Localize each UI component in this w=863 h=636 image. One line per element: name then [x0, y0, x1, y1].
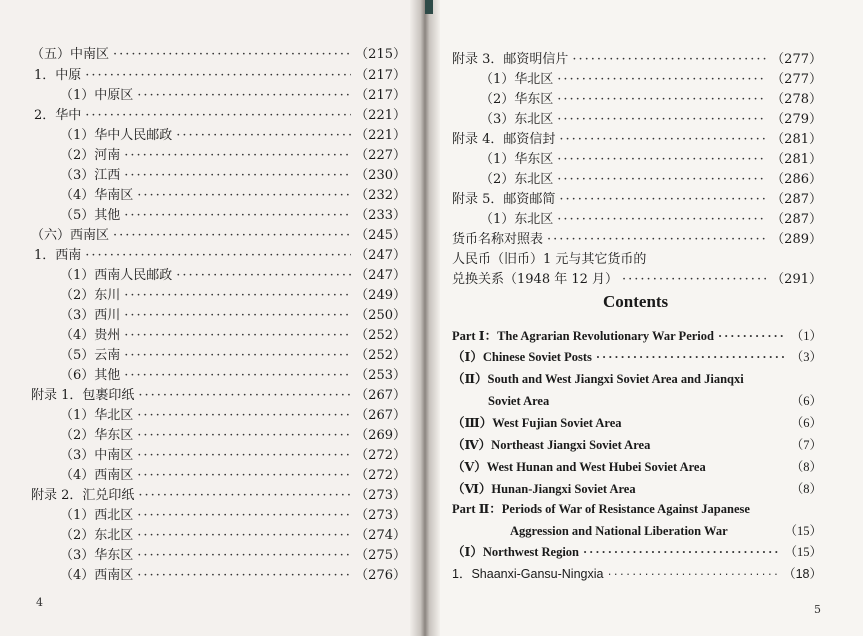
- toc-entry: （5）云南 ····· （252）: [60, 347, 406, 365]
- contents-entry: （Ⅳ）Northeast Jiangxi Soviet Area （7）: [452, 438, 822, 452]
- toc-entry: 附录 5．邮资邮简 ····· （287）: [452, 191, 822, 209]
- toc-entry: （6）其他 ····· （253）: [60, 367, 406, 385]
- toc-entry: （2）东北区 ····· （274）: [60, 527, 406, 545]
- toc-entry: （1）东北区 ····· （287）: [480, 211, 822, 229]
- toc-entry: （六）西南区 ····· （245）: [31, 227, 406, 245]
- toc-entry: （4）西南区 ····· （272）: [60, 467, 406, 485]
- contents-entry: （Ⅲ）West Fujian Soviet Area （6）: [452, 416, 822, 430]
- contents-entry: （Ⅵ）Hunan-Jiangxi Soviet Area （8）: [452, 482, 822, 496]
- toc-entry: （2）河南 ····· （227）: [60, 147, 406, 165]
- book-gutter: [410, 0, 440, 636]
- toc-entry: 2．华中 ····· （221）: [34, 107, 406, 125]
- toc-entry: （5）其他 ····· （233）: [60, 207, 406, 225]
- contents-heading: Contents: [603, 292, 669, 311]
- toc-entry-rmb-line2: 兑换关系（1948 年 12 月） ····· （291）: [452, 271, 822, 289]
- toc-entry: （2）东川 ····· （249）: [60, 287, 406, 305]
- toc-entry: 附录 4．邮资信封 ····· （281）: [452, 131, 822, 149]
- contents-entry: Part Ⅱ：Periods of War of Resistance Against Japanese: [452, 502, 750, 516]
- toc-entry: 货币名称对照表 ····· （289）: [452, 231, 822, 249]
- toc-entry: （4）西南区 ····· （276）: [60, 567, 406, 585]
- toc-entry: （1）华中人民邮政 ····· （221）: [60, 127, 406, 145]
- right-page-number: 5: [814, 603, 821, 616]
- toc-entry: 附录 2．汇兑印纸 ····· （273）: [31, 487, 406, 505]
- toc-entry: （3）东北区 ····· （279）: [480, 111, 822, 129]
- contents-entry: （Ⅱ）South and West Jiangxi Soviet Area and Jianqxi: [452, 372, 744, 386]
- toc-entry: （2）东北区 ····· （286）: [480, 171, 822, 189]
- toc-entry: （4）贵州 ····· （252）: [60, 327, 406, 345]
- toc-entry: （1）西南人民邮政 ····· （247）: [60, 267, 406, 285]
- toc-entry: 附录 1．包裹印纸 ····· （267）: [31, 387, 406, 405]
- toc-entry: （3）江西 ····· （230）: [60, 167, 406, 185]
- contents-entry: Part Ⅰ：The Agrarian Revolutionary War Period ····· （1）: [452, 327, 822, 345]
- contents-entry: （Ⅰ）Chinese Soviet Posts ····· （3）: [452, 348, 822, 366]
- contents-entry: Aggression and National Liberation War （15）: [510, 524, 822, 538]
- toc-entry: （1）华北区 ····· （277）: [480, 71, 822, 89]
- toc-entry: 1．中原 ····· （217）: [34, 67, 406, 85]
- toc-entry: （1）西北区 ····· （273）: [60, 507, 406, 525]
- toc-entry: 1．西南 ····· （247）: [34, 247, 406, 265]
- contents-entry: Soviet Area （6）: [488, 394, 822, 408]
- toc-entry: （3）华东区 ····· （275）: [60, 547, 406, 565]
- toc-entry: （1）华东区 ····· （281）: [480, 151, 822, 169]
- contents-entry: （Ⅴ）West Hunan and West Hubei Soviet Area （8）: [452, 460, 822, 474]
- toc-entry: （3）中南区 ····· （272）: [60, 447, 406, 465]
- contents-entry: 1．Shaanxi-Gansu-Ningxia ····· （18）: [452, 565, 822, 583]
- toc-entry: （2）华东区 ····· （278）: [480, 91, 822, 109]
- toc-entry: （1）中原区 ····· （217）: [60, 87, 406, 105]
- left-page-number: 4: [36, 596, 43, 609]
- toc-entry-rmb-line1: 人民币（旧币）1 元与其它货币的: [452, 252, 647, 267]
- toc-entry: （五）中南区 ····· （215）: [31, 46, 406, 64]
- toc-entry: （1）华北区 ····· （267）: [60, 407, 406, 425]
- toc-entry: （3）西川 ····· （250）: [60, 307, 406, 325]
- toc-entry: （2）华东区 ····· （269）: [60, 427, 406, 445]
- toc-entry: 附录 3．邮资明信片 ····· （277）: [452, 51, 822, 69]
- toc-entry: （4）华南区 ····· （232）: [60, 187, 406, 205]
- contents-entry: （Ⅰ）Northwest Region ····· （15）: [452, 543, 822, 561]
- gutter-tab: [425, 0, 433, 14]
